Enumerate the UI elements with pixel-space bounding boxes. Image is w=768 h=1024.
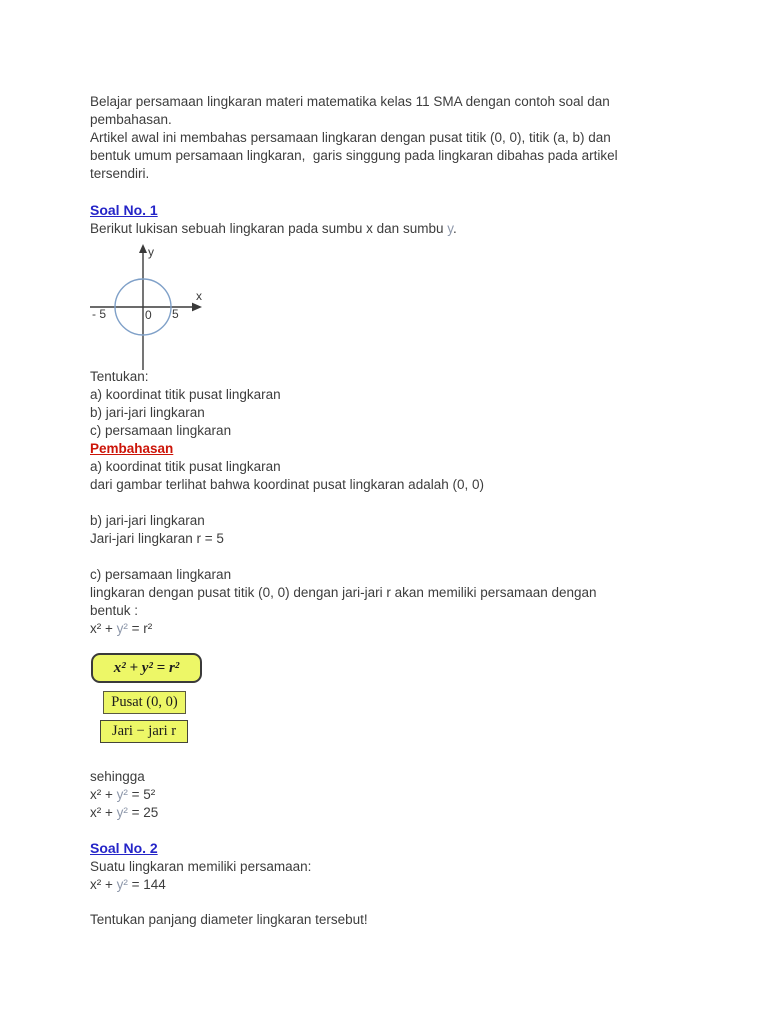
soal1-lead-wrap xyxy=(90,220,710,238)
answer-line: c) persamaan lingkaran xyxy=(90,567,232,582)
equation-line: x² + y² = 5² xyxy=(90,787,156,802)
tick-label-five: 5 xyxy=(172,307,179,321)
pembahasan-heading: Pembahasan xyxy=(90,441,174,456)
soal2-question-wrap xyxy=(90,911,710,929)
intro-line: Belajar persamaan lingkaran materi matematika kelas 11 SMA dengan contoh soal dan xyxy=(90,94,610,109)
tentukan-line: a) koordinat titik pusat lingkaran xyxy=(90,387,281,402)
answer-line: dari gambar terlihat bahwa koordinat pusat lingkaran adalah (0, 0) xyxy=(90,477,484,492)
x-axis-arrow xyxy=(192,303,202,312)
formula-box: x² + y² = r² xyxy=(91,653,202,683)
circle-diagram xyxy=(88,244,303,372)
y-axis-label: y xyxy=(148,245,154,259)
pembahasan-heading-wrap xyxy=(90,440,710,458)
answer-line: b) jari-jari lingkaran xyxy=(90,513,205,528)
intro-line: tersendiri. xyxy=(90,166,150,181)
answer-c xyxy=(90,566,710,638)
intro-line: bentuk umum persamaan lingkaran, garis singgung pada lingkaran dibahas pada artikel xyxy=(90,148,618,163)
soal2-question: Tentukan panjang diameter lingkaran tersebut! xyxy=(90,912,368,927)
answer-a xyxy=(90,458,710,494)
general-formula: x² + y² = r² xyxy=(90,621,153,636)
tentukan-list xyxy=(90,368,710,440)
tentukan-line: Tentukan: xyxy=(90,369,149,384)
answer-line: lingkaran dengan pusat titik (0, 0) dengan jari-jari r akan memiliki persamaan dengan xyxy=(90,585,597,600)
x-axis-label: x xyxy=(196,289,202,303)
soal2-body xyxy=(90,858,710,894)
y-axis-arrow xyxy=(139,244,147,253)
tentukan-line: b) jari-jari lingkaran xyxy=(90,405,205,420)
soal2-heading: Soal No. 2 xyxy=(90,840,158,856)
axes-circle-figure xyxy=(88,244,303,372)
answer-line: bentuk : xyxy=(90,603,139,618)
soal1-heading-wrap xyxy=(90,201,710,220)
answer-line: Jari-jari lingkaran r = 5 xyxy=(90,531,224,546)
intro-paragraph xyxy=(90,93,710,183)
answer-line: a) koordinat titik pusat lingkaran xyxy=(90,459,281,474)
tick-label-zero: 0 xyxy=(145,308,152,322)
soal2-heading-wrap xyxy=(90,839,710,858)
tick-label-neg5: - 5 xyxy=(92,307,107,321)
result-block xyxy=(90,768,710,822)
soal1-heading: Soal No. 1 xyxy=(90,202,158,218)
soal1-lead: Berikut lukisan sebuah lingkaran pada sumbu x dan sumbu y. xyxy=(90,221,457,236)
sehingga-label: sehingga xyxy=(90,769,145,784)
intro-line: Artikel awal ini membahas persamaan lingkaran dengan pusat titik (0, 0), titik (a, b) dan xyxy=(90,130,611,145)
soal2-line: Suatu lingkaran memiliki persamaan: xyxy=(90,859,312,874)
intro-line: pembahasan. xyxy=(90,112,172,127)
tentukan-line: c) persamaan lingkaran xyxy=(90,423,232,438)
pusat-box: Pusat (0, 0) xyxy=(103,691,186,714)
equation-line: x² + y² = 144 xyxy=(90,877,166,892)
answer-b xyxy=(90,512,710,548)
jari-box: Jari − jari r xyxy=(100,720,188,743)
equation-line: x² + y² = 25 xyxy=(90,805,159,820)
